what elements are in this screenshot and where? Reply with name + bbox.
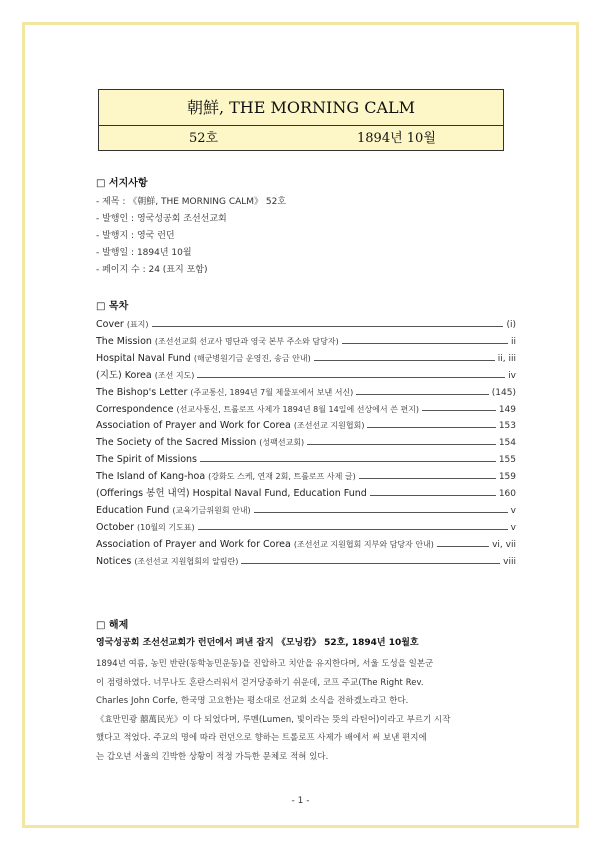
toc-item-title: Notices (96, 555, 132, 567)
toc-item-note: (조선선교 지원협회) (293, 421, 365, 431)
toc-item-page: 154 (498, 438, 516, 449)
toc-item (96, 402, 516, 419)
toc-item-note: (조선선교 지원협회 지부와 담당자 안내) (293, 539, 434, 549)
haeje-line: 했다고 적었다. 주교의 명에 따라 런던으로 향하는 트롤로프 사제가 배에서 써 보낸 편지에 (96, 732, 427, 742)
toc-item-title: (Offerings 봉헌 내역) Hospital Naval Fund, Education Fund (96, 488, 367, 500)
toc-item (96, 334, 516, 351)
toc-item-page: ii, iii (497, 353, 516, 364)
biblio-line: - 발행지 : 영국 런던 (96, 231, 175, 241)
toc-item-page: 159 (498, 472, 516, 483)
toc-item-note: (성팩선교회) (259, 438, 305, 448)
issue-number: 52호 (189, 131, 219, 146)
toc-item-note: (선교사통신, 트롤로프 사제가 1894년 8월 14일에 선상에서 쓴 편지) (176, 404, 420, 414)
toc-item-note: (주교통신, 1894년 7월 제물포에서 보낸 서신) (190, 387, 354, 397)
haeje-line: 1894년 여름, 농민 반란(동학농민운동)을 진압하고 치안을 유지한다며, 서울 도성을 일본군 (96, 658, 434, 668)
toc-leader-line (152, 326, 504, 327)
page-number: - 1 - (291, 796, 310, 806)
biblio-line: - 제목 : 《朝鮮, THE MORNING CALM》 52호 (96, 197, 287, 207)
toc-leader-line (367, 427, 495, 428)
toc-item (96, 486, 516, 503)
toc-item (96, 469, 516, 486)
toc-item-page: (145) (491, 387, 516, 398)
toc-leader-line (254, 512, 508, 513)
toc-leader-line (197, 377, 505, 378)
toc-item-note: (10월의 기도표) (137, 522, 195, 532)
toc-item-page: ii (510, 336, 516, 347)
toc-item-page: 149 (498, 404, 516, 415)
toc-item-page: iv (508, 370, 516, 381)
toc-item (96, 452, 516, 469)
issue-row (99, 126, 503, 151)
haeje-line: 는 갑오년 서울의 긴박한 상황이 적정 가득한 문체로 적혀 있다. (96, 750, 329, 761)
toc-item-title: The Spirit of Missions (96, 454, 198, 466)
toc-item-note: (조선선교 지원협회의 알림란) (134, 556, 239, 566)
toc-item-title: Association of Prayer and Work for Corea (96, 538, 291, 550)
toc-item-title: The Mission (96, 335, 152, 347)
toc-leader-line (314, 360, 495, 361)
toc-item-title: Cover (96, 319, 124, 330)
toc-item-title: The Society of the Sacred Mission (96, 437, 257, 449)
toc-item (96, 385, 516, 402)
toc-item-title: Hospital Naval Fund (96, 352, 191, 364)
issue-date: 1894년 10월 (357, 131, 436, 146)
toc-item-title: (지도) Korea (96, 369, 152, 381)
biblio-section (96, 177, 516, 279)
haeje-title: 영국성공회 조선선교회가 런던에서 펴낸 잡지 《모닝캄》 52호, 1894년 10월호 (96, 638, 419, 648)
toc-item (96, 351, 516, 368)
toc-leader-line (356, 394, 489, 395)
toc-leader-line (342, 343, 508, 344)
toc-item-page: viii (503, 556, 516, 567)
toc-leader-line (200, 461, 496, 462)
toc-leader-line (307, 444, 496, 445)
title-box (98, 89, 504, 151)
toc-leader-line (437, 546, 489, 547)
toc-item-title: Education Fund (96, 504, 170, 516)
toc-item (96, 317, 516, 334)
toc-item-page: vi, vii (492, 539, 516, 550)
toc-heading: □ 목차 (96, 301, 129, 312)
toc-item (96, 537, 516, 554)
toc-item-page: (i) (506, 320, 516, 330)
biblio-line: - 발행일 : 1894년 10월 (96, 248, 192, 258)
toc-item-title: The Bishop's Letter (96, 386, 188, 398)
toc-leader-line (359, 478, 496, 479)
toc-list (96, 317, 516, 571)
haeje-line: 이 점령하였다. 너무나도 혼란스러워서 걷거당종하기 쉬운데, 코프 주교(The Right Rev. (96, 676, 424, 687)
haeje-section (96, 619, 516, 765)
toc-section (96, 300, 516, 571)
haeje-line: Charles John Corfe, 한국명 고요한)는 평소대로 선교회 소식을 전하겠노라고 한다. (96, 695, 409, 705)
biblio-line: - 발행인 : 영국성공회 조선선교회 (96, 214, 227, 224)
toc-item-title: Correspondence (96, 403, 174, 415)
biblio-heading: □ 서지사항 (96, 178, 148, 189)
toc-item-note: (조선 지도) (154, 370, 195, 380)
toc-item-note: (해군병원기금 운영진, 송금 안내) (193, 353, 311, 363)
toc-item-note: (강화도 스케, 연재 2회, 트롤로프 사제 글) (208, 472, 356, 482)
toc-leader-line (241, 563, 500, 564)
toc-item (96, 503, 516, 520)
toc-item (96, 368, 516, 385)
toc-leader-line (198, 529, 508, 530)
toc-item-note: (표지) (126, 320, 149, 329)
page-title: 朝鮮, THE MORNING CALM (99, 90, 503, 126)
toc-item (96, 520, 516, 537)
haeje-heading: □ 해제 (96, 620, 129, 631)
toc-item-page: 153 (498, 421, 516, 432)
toc-item (96, 435, 516, 452)
toc-item (96, 418, 516, 435)
toc-item-page: v (510, 522, 516, 533)
toc-item-page: v (510, 505, 516, 516)
haeje-line: 《효만민광 囍萬民光》이 다 되었다며, 루멘(Lumen, 빛이라는 뜻의 라틴어)이라고 부르기 시작 (96, 713, 451, 724)
biblio-line: - 페이지 수 : 24 (표지 포함) (96, 265, 208, 275)
toc-leader-line (370, 495, 496, 496)
toc-item-title: Association of Prayer and Work for Corea (96, 420, 291, 432)
toc-item-note: (교육기금위원회 안내) (172, 505, 251, 515)
toc-item (96, 554, 516, 571)
toc-item-page: 155 (498, 455, 516, 466)
toc-leader-line (422, 410, 496, 411)
toc-item-title: October (96, 521, 135, 533)
toc-item-page: 160 (498, 489, 516, 500)
toc-item-note: (조선선교회 선교사 명단과 영국 본부 주소와 담당자) (154, 336, 339, 346)
toc-item-title: The Island of Kang-hoa (96, 471, 206, 483)
